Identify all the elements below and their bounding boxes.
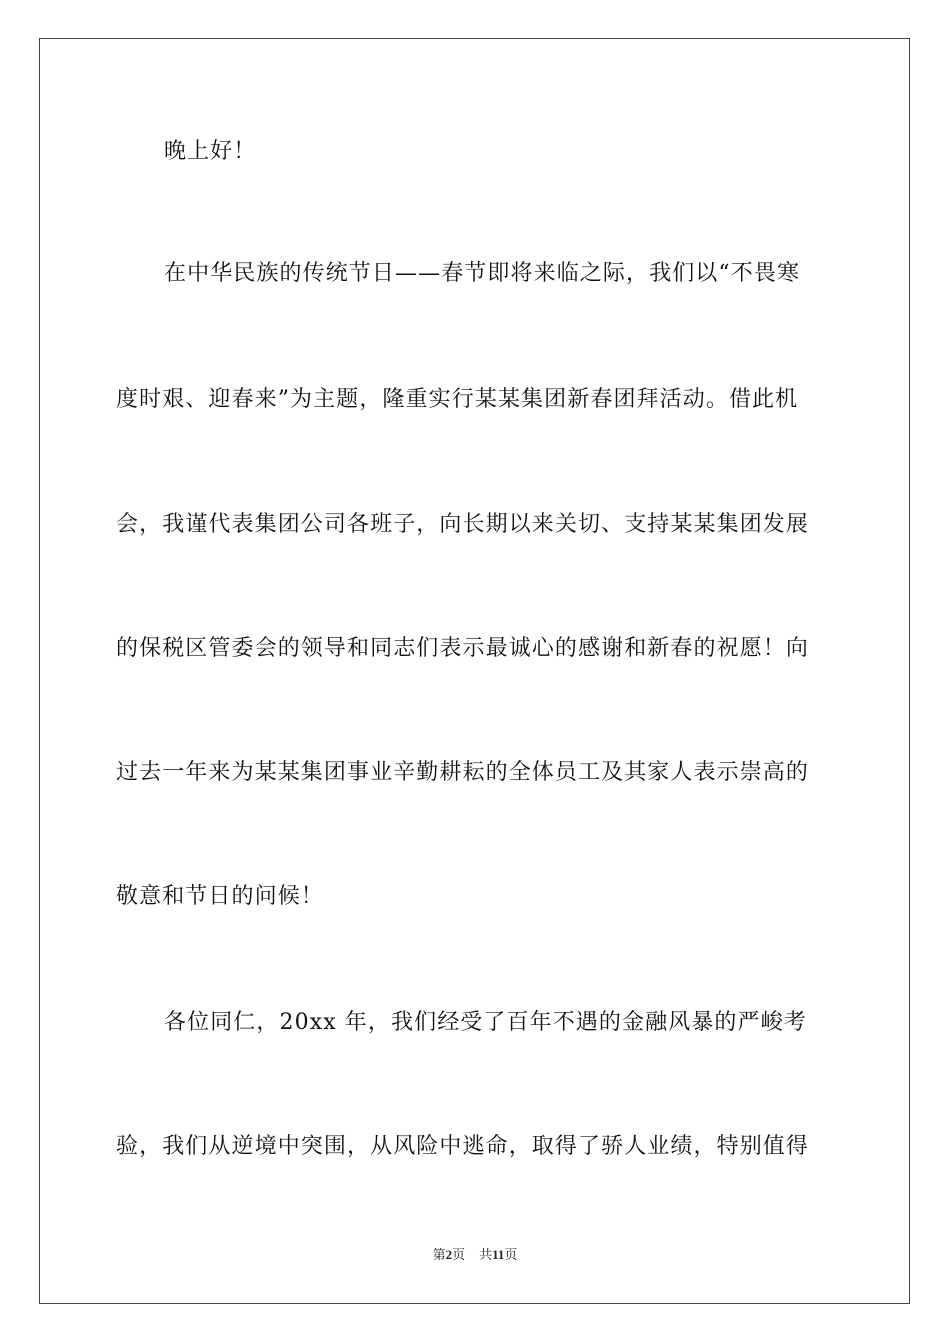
page-number: 2 <box>445 1247 453 1262</box>
page-border <box>39 38 910 1304</box>
paragraph-1-line-2: 度时艰、迎春来”为主题，隆重实行某某集团新春团拜活动。借此机 <box>116 387 799 412</box>
greeting-line: 晚上好！ <box>164 139 257 164</box>
total-pages: 11 <box>492 1247 505 1262</box>
paragraph-2-line-1: 各位同仁，20xx 年，我们经受了百年不遇的金融风暴的严峻考 <box>164 1010 807 1035</box>
paragraph-1-line-3: 会，我谨代表集团公司各班子，向长期以来关切、支持某某集团发展 <box>116 512 810 537</box>
page-suffix: 页 <box>452 1247 466 1262</box>
paragraph-1-line-6: 敬意和节日的问候！ <box>116 884 324 909</box>
total-prefix: 共 <box>479 1247 493 1262</box>
page-footer <box>0 1246 950 1264</box>
page-prefix: 第 <box>432 1247 446 1262</box>
total-suffix: 页 <box>504 1247 518 1262</box>
paragraph-2-line-2: 验，我们从逆境中突围，从风险中逃命，取得了骄人业绩，特别值得 <box>116 1134 810 1159</box>
paragraph-1-line-1: 在中华民族的传统节日——春节即将来临之际，我们以“不畏寒 <box>164 261 801 286</box>
paragraph-1-line-5: 过去一年来为某某集团事业辛勤耕耘的全体员工及其家人表示崇高的 <box>116 760 810 785</box>
paragraph-1-line-4: 的保税区管委会的领导和同志们表示最诚心的感谢和新春的祝愿！向 <box>116 636 810 661</box>
